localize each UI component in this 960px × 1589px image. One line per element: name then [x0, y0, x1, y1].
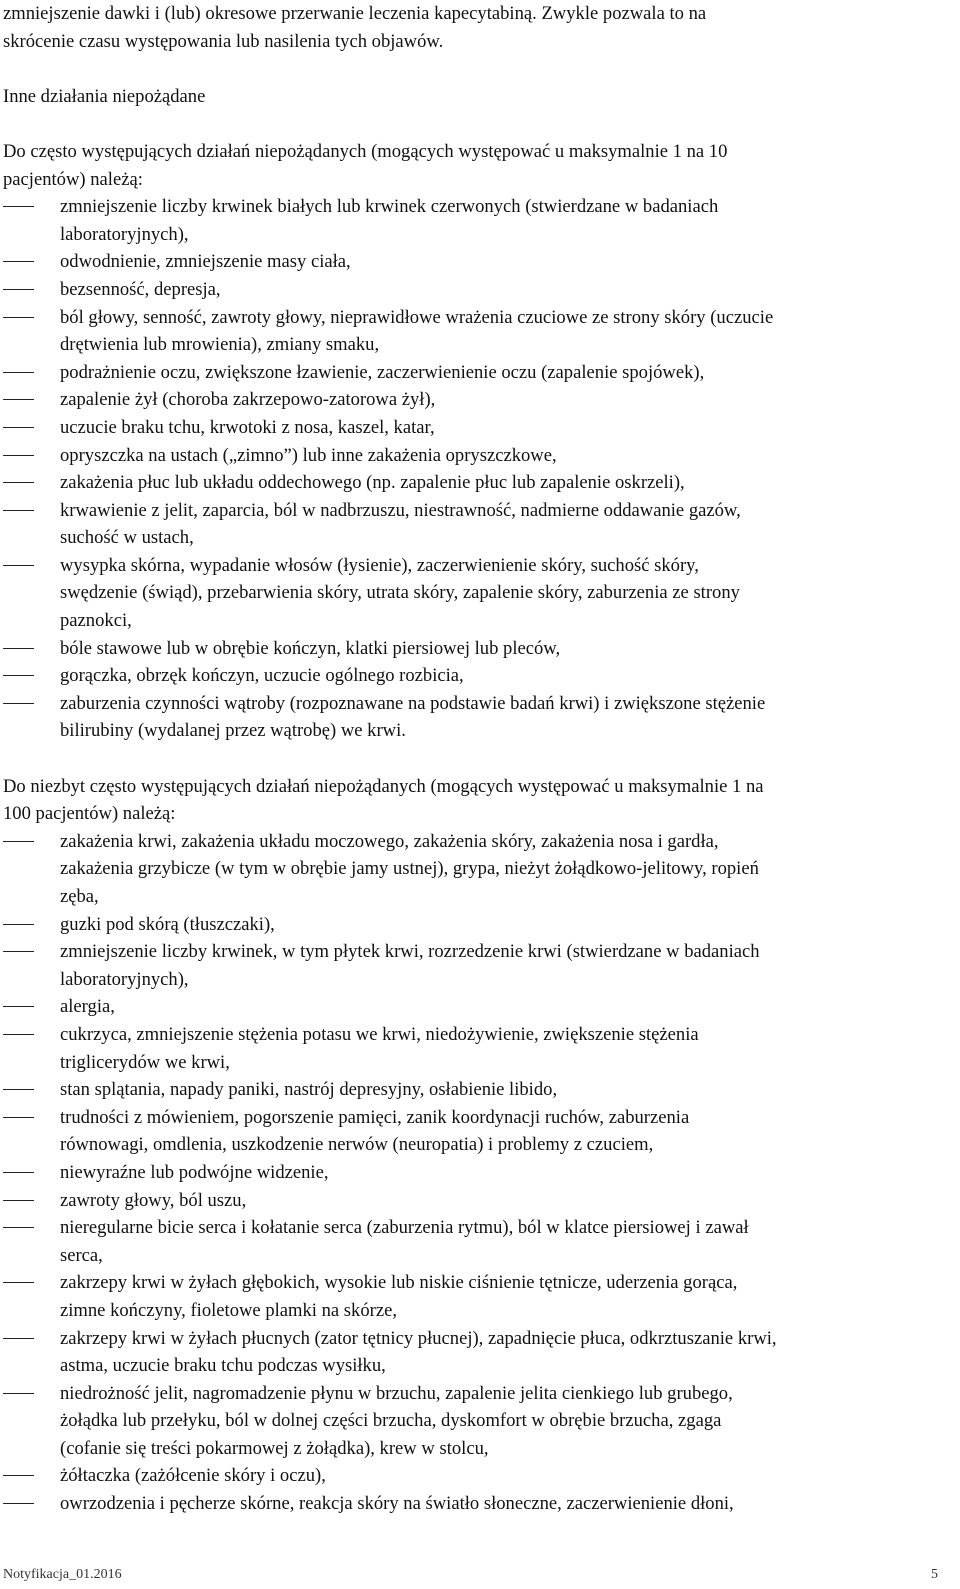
list-item-line: odwodnienie, zmniejszenie masy ciała,: [60, 251, 351, 273]
dash-bullet-icon: [3, 482, 34, 483]
dash-bullet-icon: [3, 1089, 34, 1090]
list-item-line: stan splątania, napady paniki, nastrój depresyjny, osłabienie libido,: [60, 1079, 558, 1101]
list-item: [0, 911, 960, 939]
dash-bullet-icon: [3, 951, 34, 952]
text-line: skrócenie czasu występowania lub nasilenia tych objawów.: [3, 30, 444, 52]
dash-bullet-icon: [3, 1393, 34, 1394]
list-item-line: zakrzepy krwi w żyłach płucnych (zator tętnicy płucnej), zapadnięcie płuca, odkrztuszanie krwi,: [60, 1327, 777, 1349]
text-line: Do niezbyt często występujących działań niepożądanych (mogących występować u maksymalnie 1 na: [3, 775, 764, 797]
list-item: [0, 1104, 960, 1159]
dash-bullet-icon: [3, 1503, 34, 1504]
list-item-line: żołądka lub przełyku, ból w dolnej części brzucha, dyskomfort w obrębie brzucha, zgaga: [60, 1410, 722, 1432]
list-item-line: serca,: [60, 1244, 103, 1266]
common-effects-list: [0, 193, 960, 745]
common-effects-intro: [0, 138, 960, 193]
list-item-line: zapalenie żył (choroba zakrzepowo-zatorowa żył),: [60, 389, 436, 411]
dash-bullet-icon: [3, 648, 34, 649]
list-item-line: (cofanie się treści pokarmowej z żołądka), krew w stolcu,: [60, 1437, 489, 1459]
list-item-line: swędzenie (świąd), przebarwienia skóry, utrata skóry, zapalenie skóry, zaburzenia ze strony: [60, 582, 740, 604]
list-item: [0, 248, 960, 276]
dash-bullet-icon: [3, 1172, 34, 1173]
dash-bullet-icon: [3, 427, 34, 428]
text-line: pacjentów) należą:: [3, 168, 143, 190]
list-item: [0, 414, 960, 442]
list-item: [0, 386, 960, 414]
list-item-line: drętwienia lub mrowienia), zmiany smaku,: [60, 334, 380, 356]
intro-paragraph: [0, 0, 960, 55]
list-item-line: laboratoryjnych),: [60, 223, 189, 245]
list-item-line: zmniejszenie liczby krwinek, w tym płytek krwi, rozrzedzenie krwi (stwierdzane w badaniach: [60, 941, 760, 963]
list-item: [0, 1214, 960, 1269]
list-item: [0, 1159, 960, 1187]
dash-bullet-icon: [3, 1200, 34, 1201]
list-item: [0, 662, 960, 690]
dash-bullet-icon: [3, 1117, 34, 1118]
list-item-line: paznokci,: [60, 610, 132, 632]
list-item: [0, 993, 960, 1021]
list-item-line: zawroty głowy, ból uszu,: [60, 1189, 247, 1211]
list-item-line: owrzodzenia i pęcherze skórne, reakcja skóry na światło słoneczne, zaczerwienienie dłoni,: [60, 1493, 734, 1515]
list-item: [0, 1462, 960, 1490]
list-item-line: trudności z mówieniem, pogorszenie pamięci, zanik koordynacji ruchów, zaburzenia: [60, 1106, 690, 1128]
dash-bullet-icon: [3, 924, 34, 925]
dash-bullet-icon: [3, 565, 34, 566]
dash-bullet-icon: [3, 1227, 34, 1228]
list-item-line: astma, uczucie braku tchu podczas wysiłku,: [60, 1355, 386, 1377]
text-line: zmniejszenie dawki i (lub) okresowe przerwanie leczenia kapecytabiną. Zwykle pozwala to na: [3, 3, 707, 24]
list-item-line: zimne kończyny, fioletowe plamki na skórze,: [60, 1299, 397, 1321]
list-item-line: zakażenia krwi, zakażenia układu moczowego, zakażenia skóry, zakażenia nosa i gardła,: [60, 830, 719, 852]
list-item: [0, 469, 960, 497]
list-item-line: nieregularne bicie serca i kołatanie serca (zaburzenia rytmu), ból w klatce piersiowej i zawał: [60, 1217, 749, 1239]
list-item: [0, 635, 960, 663]
dash-bullet-icon: [3, 1034, 34, 1035]
dash-bullet-icon: [3, 317, 34, 318]
text-line: 100 pacjentów) należą:: [3, 803, 176, 825]
page-number: 5: [931, 1567, 938, 1582]
list-item: [0, 304, 960, 359]
list-item-line: triglicerydów we krwi,: [60, 1051, 230, 1073]
text-line: Do często występujących działań niepożądanych (mogących występować u maksymalnie 1 na 10: [3, 140, 728, 162]
list-item-line: podrażnienie oczu, zwiększone łzawienie, zaczerwienienie oczu (zapalenie spojówek),: [60, 361, 705, 383]
list-item-line: ból głowy, senność, zawroty głowy, nieprawidłowe wrażenia czuciowe ze strony skóry (uczucie: [60, 306, 774, 328]
list-item-line: opryszczka na ustach („zimno”) lub inne zakażenia opryszczkowe,: [60, 444, 557, 466]
list-item-line: gorączka, obrzęk kończyn, uczucie ogólnego rozbicia,: [60, 665, 464, 687]
dash-bullet-icon: [3, 675, 34, 676]
dash-bullet-icon: [3, 841, 34, 842]
dash-bullet-icon: [3, 261, 34, 262]
list-item: [0, 1076, 960, 1104]
list-item: [0, 552, 960, 635]
list-item-line: zmniejszenie liczby krwinek białych lub krwinek czerwonych (stwierdzane w badaniach: [60, 196, 719, 218]
list-item-line: żółtaczka (zażółcenie skóry i oczu),: [60, 1465, 326, 1487]
section-heading: Inne działania niepożądane: [3, 85, 206, 107]
list-item-line: uczucie braku tchu, krwotoki z nosa, kaszel, katar,: [60, 416, 435, 438]
list-item: [0, 1187, 960, 1215]
list-item: [0, 276, 960, 304]
dash-bullet-icon: [3, 1006, 34, 1007]
list-item: [0, 690, 960, 745]
dash-bullet-icon: [3, 510, 34, 511]
list-item: [0, 1269, 960, 1324]
list-item: [0, 359, 960, 387]
dash-bullet-icon: [3, 289, 34, 290]
dash-bullet-icon: [3, 1338, 34, 1339]
list-item-line: zakażenia grzybicze (w tym w obrębie jamy ustnej), grypa, nieżyt żołądkowo-jelitowy, ropień: [60, 858, 759, 880]
list-item: [0, 938, 960, 993]
list-item-line: równowagi, omdlenia, uszkodzenie nerwów (neuropatia) i problemy z czuciem,: [60, 1134, 654, 1156]
dash-bullet-icon: [3, 206, 34, 207]
list-item-line: alergia,: [60, 996, 115, 1018]
list-item: [0, 1490, 960, 1518]
list-item-line: krwawienie z jelit, zaparcia, ból w nadbrzuszu, niestrawność, nadmierne oddawanie gazów,: [60, 499, 741, 521]
list-item: [0, 193, 960, 248]
list-item-line: wysypka skórna, wypadanie włosów (łysienie), zaczerwienienie skóry, suchość skóry,: [60, 554, 699, 576]
list-item-line: zakażenia płuc lub układu oddechowego (np. zapalenie płuc lub zapalenie oskrzeli),: [60, 472, 685, 494]
list-item-line: bezsenność, depresja,: [60, 278, 221, 300]
list-item-line: bilirubiny (wydalanej przez wątrobę) we krwi.: [60, 720, 406, 742]
list-item-line: suchość w ustach,: [60, 527, 194, 549]
list-item-line: niedrożność jelit, nagromadzenie płynu w brzuchu, zapalenie jelita cienkiego lub grubego,: [60, 1382, 733, 1404]
list-item-line: bóle stawowe lub w obrębie kończyn, klatki piersiowej lub pleców,: [60, 637, 561, 659]
list-item: [0, 1380, 960, 1463]
dash-bullet-icon: [3, 372, 34, 373]
list-item: [0, 828, 960, 911]
dash-bullet-icon: [3, 1475, 34, 1476]
list-item: [0, 442, 960, 470]
list-item-line: cukrzyca, zmniejszenie stężenia potasu we krwi, niedożywienie, zwiększenie stężenia: [60, 1023, 699, 1045]
list-item: [0, 497, 960, 552]
dash-bullet-icon: [3, 455, 34, 456]
uncommon-effects-list: [0, 828, 960, 1518]
list-item-line: guzki pod skórą (tłuszczaki),: [60, 913, 275, 935]
list-item-line: laboratoryjnych),: [60, 968, 189, 990]
footer-document-id: Notyfikacja_01.2016: [3, 1567, 122, 1582]
uncommon-effects-intro: [0, 773, 960, 828]
list-item: [0, 1325, 960, 1380]
list-item-line: zakrzepy krwi w żyłach głębokich, wysokie lub niskie ciśnienie tętnicze, uderzenia gorąca,: [60, 1272, 738, 1294]
page-footer: [3, 1561, 938, 1589]
dash-bullet-icon: [3, 1282, 34, 1283]
dash-bullet-icon: [3, 399, 34, 400]
list-item-line: niewyraźne lub podwójne widzenie,: [60, 1161, 329, 1183]
list-item-line: zęba,: [60, 886, 99, 907]
list-item-line: zaburzenia czynności wątroby (rozpoznawane na podstawie badań krwi) i zwiększone stężenie: [60, 692, 766, 714]
dash-bullet-icon: [3, 703, 34, 704]
list-item: [0, 1021, 960, 1076]
